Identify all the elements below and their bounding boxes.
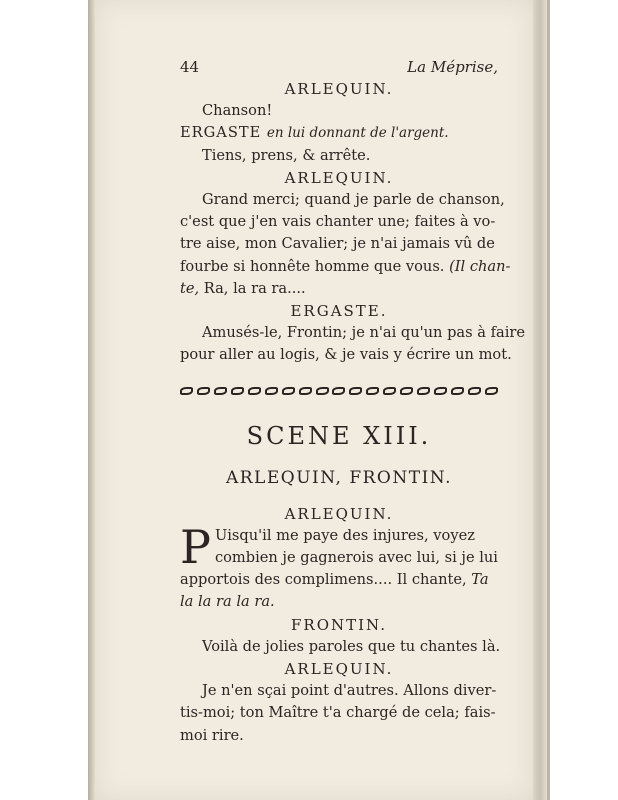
dialogue-line bbox=[180, 278, 498, 300]
speaker-name: ARLEQUIN. bbox=[284, 80, 394, 98]
scene-title: SCENE XIII. bbox=[246, 421, 432, 450]
drop-cap: P bbox=[180, 519, 211, 574]
song-text: Ta bbox=[471, 571, 489, 589]
speaker-name: ERGASTE bbox=[180, 124, 262, 142]
page-text bbox=[180, 56, 525, 747]
dialogue-line: tre aise, mon Cavalier; je n'ai jamais vû de bbox=[180, 235, 495, 253]
dialogue-text: apportois des complimens.... bbox=[180, 571, 393, 589]
dialogue-paragraph bbox=[180, 519, 498, 614]
dialogue-line: Uisqu'il me paye des injures, voyez bbox=[214, 526, 475, 544]
page-edge-dark bbox=[547, 0, 550, 800]
song-text: la la ra la ra. bbox=[180, 593, 275, 611]
speaker-name: ERGASTE. bbox=[290, 302, 388, 321]
dialogue-line: c'est que j'en vais chanter une; faites à vo- bbox=[180, 213, 496, 231]
stage-direction: te, bbox=[180, 279, 200, 297]
dialogue-line: tis-moi; ton Maître t'a chargé de cela; fais- bbox=[180, 704, 496, 722]
decorative-ornament-band bbox=[180, 385, 498, 397]
dialogue-line bbox=[180, 569, 498, 591]
page-edge bbox=[533, 0, 547, 800]
speaker-name: FRONTIN. bbox=[291, 615, 387, 634]
stage-direction: en lui donnant de l'argent. bbox=[266, 125, 449, 142]
speaker-direction-row bbox=[180, 122, 498, 144]
dialogue-line: Voilà de jolies paroles que tu chantes là. bbox=[202, 637, 501, 655]
speaker-name: ARLEQUIN. bbox=[284, 168, 394, 187]
dialogue-line: Tiens, prens, & arrête. bbox=[202, 146, 371, 164]
dialogue-line: combien je gagnerois avec lui, si je lui bbox=[214, 549, 498, 567]
song-text: Ra, la ra ra.... bbox=[199, 279, 306, 297]
stage-direction: Il chante, bbox=[392, 571, 472, 589]
scene-cast: ARLEQUIN, FRONTIN. bbox=[225, 467, 452, 488]
dialogue-line: Amusés-le, Frontin; je n'ai qu'un pas à faire bbox=[202, 324, 525, 342]
stage-direction: (Il chan- bbox=[449, 257, 511, 275]
page-number: 44 bbox=[180, 58, 200, 76]
speaker-name: ARLEQUIN. bbox=[284, 504, 394, 523]
dialogue-line: Grand merci; quand je parle de chanson, bbox=[202, 191, 505, 209]
dialogue-line: Je n'en sçai point d'autres. Allons diver- bbox=[202, 682, 497, 700]
dialogue-line: Chanson! bbox=[202, 102, 273, 120]
dialogue-line: pour aller au logis, & je vais y écrire un mot. bbox=[180, 346, 512, 364]
dialogue-text: fourbe si honnête homme que vous. bbox=[180, 257, 445, 275]
speaker-name: ARLEQUIN. bbox=[284, 660, 394, 679]
running-header bbox=[180, 56, 498, 78]
dialogue-line: moi rire. bbox=[180, 726, 244, 744]
dialogue-line bbox=[180, 256, 511, 278]
running-title: La Méprise, bbox=[407, 58, 498, 76]
